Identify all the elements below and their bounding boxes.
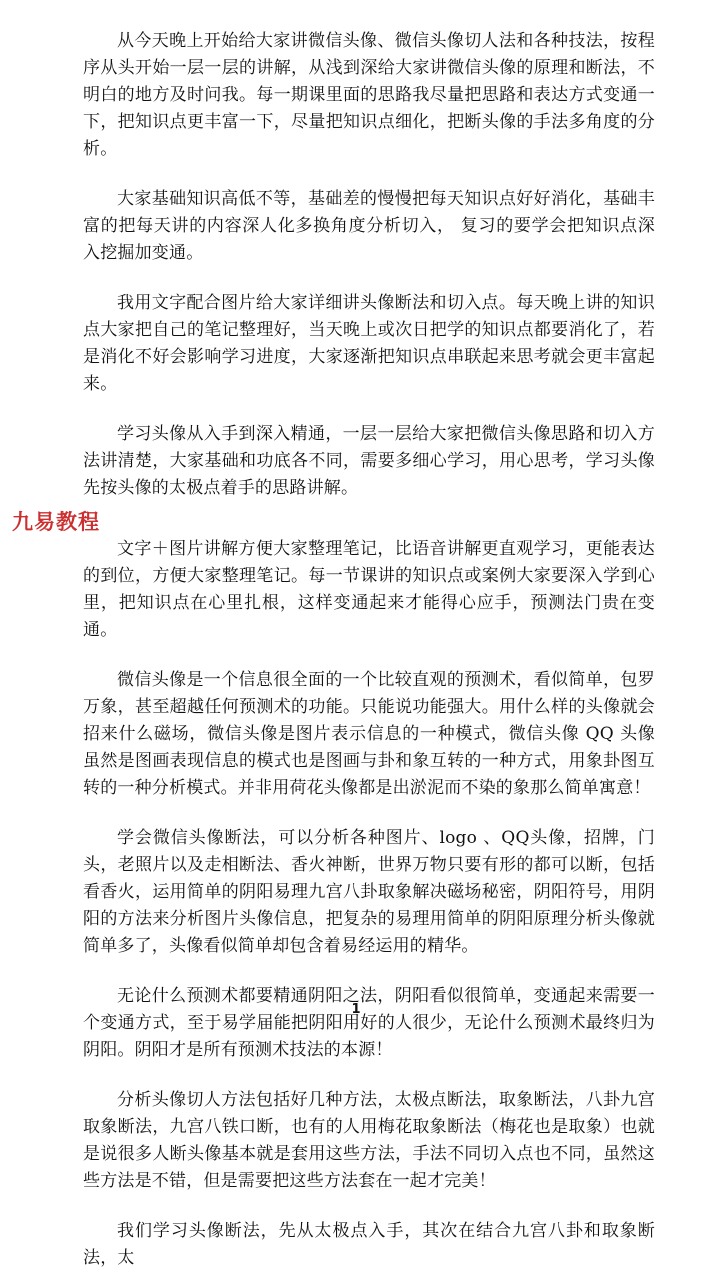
paragraph-2: 大家基础知识高低不等，基础差的慢慢把每天知识点好好消化，基础丰富的把每天讲的内容深人化多换角度分析切入， 复习的要学会把知识点深入挖掘加变通。 xyxy=(83,189,655,263)
paragraph-10: 我们学习头像断法，先从太极点入手，其次在结合九宫八卦和取象断法，太 xyxy=(83,1221,655,1268)
paragraph-5: 文字＋图片讲解方便大家整理笔记，比语音讲解更直观学习，更能表达的到位，方便大家整理笔记。每一节课讲的知识点或案例大家要深入学到心里，把知识点在心里扎根，这样变通起来才能得心应手，预测法门贵在变通。 xyxy=(83,539,655,640)
paragraph-6: 微信头像是一个信息很全面的一个比较直观的预测术，看似简单，包罗万象，甚至超越任何预测术的功能。只能说功能强大。用什么样的头像就会招来什么磁场，微信头像是图片表示信息的一种模式，微信头像 QQ 头像虽然是图画表现信息的模式也是图画与卦和象互转的一种方式，用象卦图互转的一种分析模式。并非用荷花头像都是出淤泥而不染的象那么简单寓意！ xyxy=(83,670,655,798)
paragraph-3: 我用文字配合图片给大家详细讲头像断法和切入点。每天晚上讲的知识点大家把自己的笔记整理好，当天晚上或次日把学的知识点都要消化了，若是消化不好会影响学习进度，大家逐渐把知识点串联起来思考就会更丰富起来。 xyxy=(83,293,655,394)
document-body xyxy=(83,28,655,1272)
watermark-logo-text: 九易教程 xyxy=(12,510,100,534)
paragraph-1: 从今天晚上开始给大家讲微信头像、微信头像切人法和各种技法，按程序从头开始一层一层的讲解，从浅到深给大家讲微信头像的原理和断法，不明白的地方及时问我。每一期课里面的思路我尽量把思路和表达方式变通一下，把知识点更丰富一下，尽量把知识点细化，把断头像的手法多角度的分析。 xyxy=(83,31,655,159)
paragraph-9: 分析头像切人方法包括好几种方法，太极点断法，取象断法，八卦九宫取象断法，九宫八铁口断，也有的人用梅花取象断法（梅花也是取象）也就是说很多人断头像基本就是套用这些方法，手法不同切入点也不同，虽然这些方法是不错，但是需要把这些方法套在一起才完美！ xyxy=(83,1090,655,1191)
paragraph-4: 学习头像从入手到深入精通，一层一层给大家把微信头像思路和切入方法讲清楚，大家基础和功底各不同，需要多细心学习，用心思考，学习头像先按头像的太极点着手的思路讲解。 xyxy=(83,424,655,498)
paragraph-7: 学会微信头像断法，可以分析各种图片、logo 、QQ头像，招牌，门头，老照片以及走相断法、香火神断，世界万物只要有形的都可以断，包括看香火，运用简单的阴阳易理九宫八卦取象解决磁场秘密，阴阳符号，用阴阳的方法来分析图片头像信息，把复杂的易理用简单的阴阳原理分析头像就简单多了，头像看似简单却包含着易经运用的精华。 xyxy=(83,828,655,956)
paragraph-8: 无论什么预测术都要精通阴阳之法，阴阳看似很简单，变通起来需要一个变通方式，至于易学届能把阴阳用好的人很少，无论什么预测术最终归为阴阳。阴阳才是所有预测术技法的本源！ xyxy=(83,986,655,1060)
page-number: 1 xyxy=(351,1002,361,1017)
